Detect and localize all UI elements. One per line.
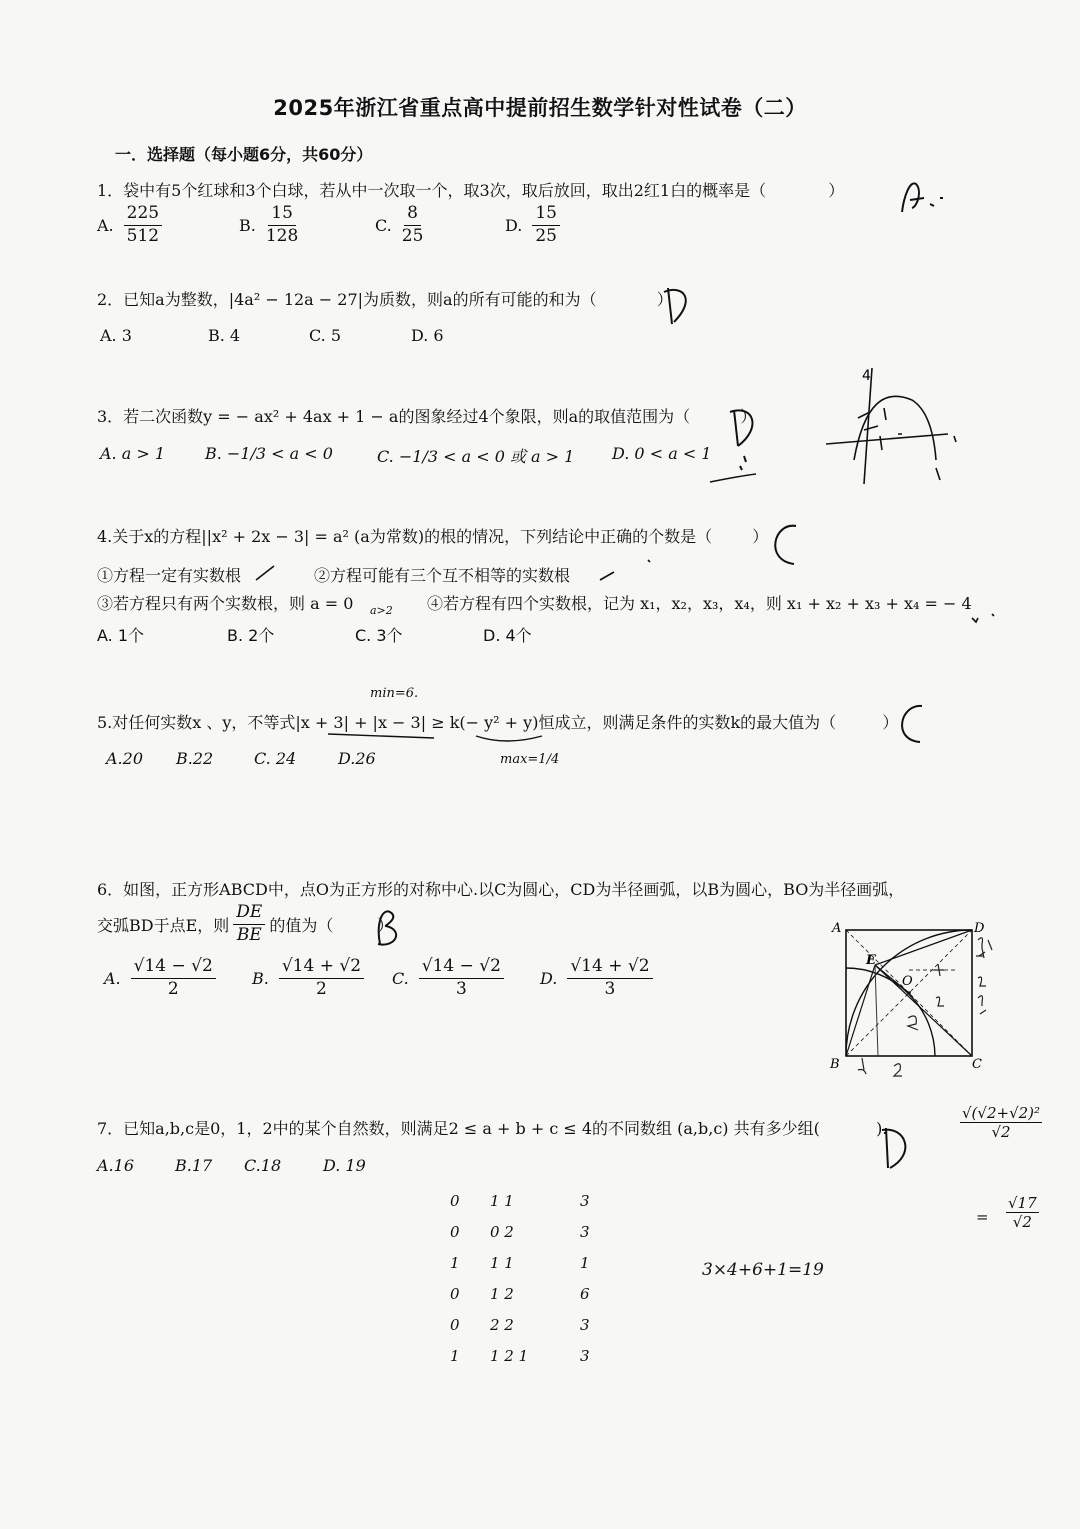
tally-cell: 3 xyxy=(580,1347,590,1365)
q3-option-d: D. 0 < a < 1 xyxy=(612,444,712,463)
q3-option-c: C. −1/3 < a < 0 或 a > 1 xyxy=(377,447,575,466)
fraction xyxy=(131,957,216,999)
numerator: 15 xyxy=(532,204,560,226)
question-1 xyxy=(97,178,844,201)
question-4-text: 4.关于x的方程||x² + 2x − 3| = a² (a为常数)的根的情况，下列结论中正确的个数是（ xyxy=(97,527,713,546)
q4-statement-1: ①方程一定有实数根 xyxy=(97,566,242,585)
numerator: √17 xyxy=(1008,1194,1037,1212)
parabola-sketch xyxy=(824,364,964,494)
q1-option-c xyxy=(375,204,423,246)
question-4 xyxy=(97,524,768,547)
numerator: √(√2+√2)² xyxy=(962,1104,1041,1122)
q7-sum-note: 3×4+6+1=19 xyxy=(702,1260,824,1280)
denominator: 512 xyxy=(126,225,160,246)
question-6-text-2a: 交弧BD于点E，则 xyxy=(97,915,230,935)
option-label: D. xyxy=(505,215,523,235)
denominator: √2 xyxy=(1012,1213,1032,1231)
q7-handwritten-answer xyxy=(878,1124,918,1178)
tally-cell: 0 xyxy=(450,1223,460,1241)
q7-option-c: C.18 xyxy=(244,1156,282,1175)
q6-option-b xyxy=(252,957,364,999)
q7-option-b: B.17 xyxy=(175,1156,213,1175)
numerator: 15 xyxy=(268,204,296,226)
handwriting-b xyxy=(370,904,410,948)
option-label: D. xyxy=(540,968,558,988)
q7-tally xyxy=(450,1186,590,1372)
handwriting-a xyxy=(896,176,956,216)
q5-option-b: B.22 xyxy=(176,749,214,768)
q5-note-top: min=6. xyxy=(370,686,419,701)
tally-row xyxy=(450,1248,590,1279)
label-d: D xyxy=(974,921,985,936)
figure-svg xyxy=(828,918,998,1078)
q1-option-d xyxy=(505,204,560,246)
q2-option-d: D. 6 xyxy=(411,326,444,345)
square-abcd-figure xyxy=(828,918,998,1082)
q7-option-a: A.16 xyxy=(97,1156,134,1175)
margin-fraction-2 xyxy=(1006,1194,1039,1231)
numerator: √14 + √2 xyxy=(279,957,364,979)
option-label: A. xyxy=(97,215,114,235)
q6-handwritten-answer xyxy=(370,904,410,952)
question-7-text: 7．已知a,b,c是0，1，2中的某个自然数，则满足2 ≤ a + b + c ≤ 4的不同数组 (a,b,c) 共有多少组( xyxy=(97,1119,820,1138)
numerator: √14 − √2 xyxy=(419,957,504,979)
tally-cell: 0 xyxy=(450,1316,460,1334)
label-c: C xyxy=(972,1057,982,1072)
label-a: A xyxy=(832,921,842,936)
question-3-text: 3．若二次函数y = − ax² + 4ax + 1 − a的图象经过4个象限，则a的取值范围为（ xyxy=(97,407,691,426)
question-4-close: ） xyxy=(752,527,769,546)
q4-statement-3: ③若方程只有两个实数根，则 a = 0 xyxy=(97,594,354,613)
fraction xyxy=(279,957,364,999)
q5-option-a: A.20 xyxy=(106,749,143,768)
q2-option-b: B. 4 xyxy=(208,326,241,345)
label-e: E xyxy=(866,953,876,968)
numerator: 225 xyxy=(124,204,162,226)
tally-cell: 1 2 xyxy=(490,1285,514,1303)
question-6-line-2 xyxy=(97,903,393,945)
label-b: B xyxy=(830,1057,840,1072)
q5-note-bottom: max=1/4 xyxy=(500,752,560,767)
q5-underlines xyxy=(326,728,586,752)
q5-option-d: D.26 xyxy=(338,749,376,768)
q5-handwritten-answer xyxy=(892,700,942,754)
tally-cell: 1 xyxy=(580,1254,590,1272)
question-1-close: ） xyxy=(828,181,845,200)
denominator: BE xyxy=(236,924,262,945)
q4-margin-note: a>2 xyxy=(370,604,393,617)
option-label: B. xyxy=(252,968,269,988)
q3-handwritten-answer xyxy=(726,402,766,496)
tally-cell: 3 xyxy=(580,1223,590,1241)
q4-statement-4: ④若方程有四个实数根，记为 x₁，x₂，x₃，x₄，则 x₁ + x₂ + x₃ + x₄ = − 4 xyxy=(427,594,972,613)
exam-title: 2025年浙江省重点高中提前招生数学针对性试卷（二） xyxy=(273,96,807,120)
tally-cell: 1 xyxy=(450,1254,460,1272)
tally-row xyxy=(450,1279,590,1310)
q5-option-c: C. 24 xyxy=(254,749,297,768)
q4-option-a: A. 1个 xyxy=(97,626,145,645)
checkmarks xyxy=(240,560,1000,630)
fraction xyxy=(266,204,298,246)
q4-statement-2: ②方程可能有三个互不相等的实数根 xyxy=(314,566,571,585)
question-2-text: 2．已知a为整数，|4a² − 12a − 27|为质数，则a的所有可能的和为（ xyxy=(97,290,597,309)
fraction xyxy=(419,957,504,999)
tally-cell: 0 2 xyxy=(490,1223,514,1241)
margin-equals: = xyxy=(976,1208,989,1226)
q2-handwritten-answer xyxy=(660,284,700,332)
de-over-be-fraction xyxy=(233,903,265,945)
q3-option-b: B. −1/3 < a < 0 xyxy=(205,444,333,463)
tally-cell: 1 2 1 xyxy=(490,1347,529,1365)
handwriting-c xyxy=(892,700,942,750)
tally-cell: 1 1 xyxy=(490,1192,514,1210)
option-label: A. xyxy=(104,968,121,988)
q3-option-a: A. a > 1 xyxy=(100,444,166,463)
q4-option-b: B. 2个 xyxy=(227,626,275,645)
q3-parabola-sketch xyxy=(824,364,964,498)
denominator: √2 xyxy=(991,1123,1011,1141)
q6-option-a xyxy=(104,957,216,999)
graph-tick-label: 4 xyxy=(862,368,871,384)
question-2 xyxy=(97,287,673,310)
q4-option-c: C. 3个 xyxy=(355,626,403,645)
question-1-text: 1．袋中有5个红球和3个白球，若从中一次取一个，取3次，取后放回，取出2红1白的概率是（ xyxy=(97,181,767,200)
tally-cell: 0 xyxy=(450,1192,460,1210)
q1-option-b xyxy=(239,204,298,246)
denominator: 128 xyxy=(265,225,299,246)
section-heading: 一．选择题（每小题6分，共60分） xyxy=(115,145,373,164)
q7-option-d: D. 19 xyxy=(323,1156,366,1175)
question-6 xyxy=(97,877,904,900)
denominator: 3 xyxy=(604,978,616,999)
tally-cell: 3 xyxy=(580,1192,590,1210)
numerator: DE xyxy=(233,903,265,925)
question-6-text-2b: 的值为（ xyxy=(269,915,334,935)
tally-cell: 2 2 xyxy=(490,1316,514,1334)
question-7-close: ). xyxy=(876,1119,888,1138)
underlines xyxy=(326,728,586,748)
q1-handwritten-answer xyxy=(896,176,956,220)
question-2-close: ） xyxy=(656,290,673,309)
question-6-close: ） xyxy=(377,915,394,935)
fraction xyxy=(402,204,424,246)
question-3 xyxy=(97,404,756,427)
handwriting-d-underline xyxy=(726,402,766,492)
handwriting-d xyxy=(878,1124,918,1174)
q4-checkmarks xyxy=(240,560,1000,634)
tally-row xyxy=(450,1186,590,1217)
margin-fraction-1 xyxy=(960,1104,1042,1141)
numerator: 8 xyxy=(404,204,421,226)
tally-cell: 3 xyxy=(580,1316,590,1334)
tally-cell: 1 1 xyxy=(490,1254,514,1272)
question-6-text: 6．如图，正方形ABCD中，点O为正方形的对称中心.以C为圆心，CD为半径画弧，以B为圆心，BO为半径画弧， xyxy=(97,880,905,899)
tally-cell: 1 xyxy=(450,1347,460,1365)
numerator: √14 − √2 xyxy=(131,957,216,979)
q2-option-c: C. 5 xyxy=(309,326,342,345)
handwriting-d xyxy=(660,284,700,328)
fraction xyxy=(532,204,560,246)
question-7 xyxy=(97,1116,887,1139)
fraction xyxy=(124,204,162,246)
tally-cell: 6 xyxy=(580,1285,590,1303)
question-3-close: ） xyxy=(740,407,757,426)
q6-option-c xyxy=(392,957,504,999)
q4-option-d: D. 4个 xyxy=(483,626,532,645)
denominator: 2 xyxy=(167,978,179,999)
denominator: 25 xyxy=(535,225,557,246)
denominator: 3 xyxy=(455,978,467,999)
denominator: 2 xyxy=(316,978,327,999)
option-label: C. xyxy=(392,968,409,988)
numerator: √14 + √2 xyxy=(567,957,652,979)
option-label: B. xyxy=(239,215,256,235)
tally-row xyxy=(450,1341,590,1372)
option-label: C. xyxy=(375,215,392,235)
tally-cell: 0 xyxy=(450,1285,460,1303)
denominator: 25 xyxy=(401,225,424,246)
question-5-close: ） xyxy=(882,713,899,732)
question-5-text: 5.对任何实数x 、y，不等式|x + 3| + |x − 3| ≥ k(− y² + y)恒成立，则满足条件的实数k的最大值为（ xyxy=(97,713,837,732)
q1-option-a xyxy=(97,204,162,246)
label-o: O xyxy=(902,974,913,989)
fraction xyxy=(567,957,652,999)
tally-row xyxy=(450,1310,590,1341)
tally-row xyxy=(450,1217,590,1248)
q2-option-a: A. 3 xyxy=(100,326,132,345)
q6-option-d xyxy=(540,957,653,999)
